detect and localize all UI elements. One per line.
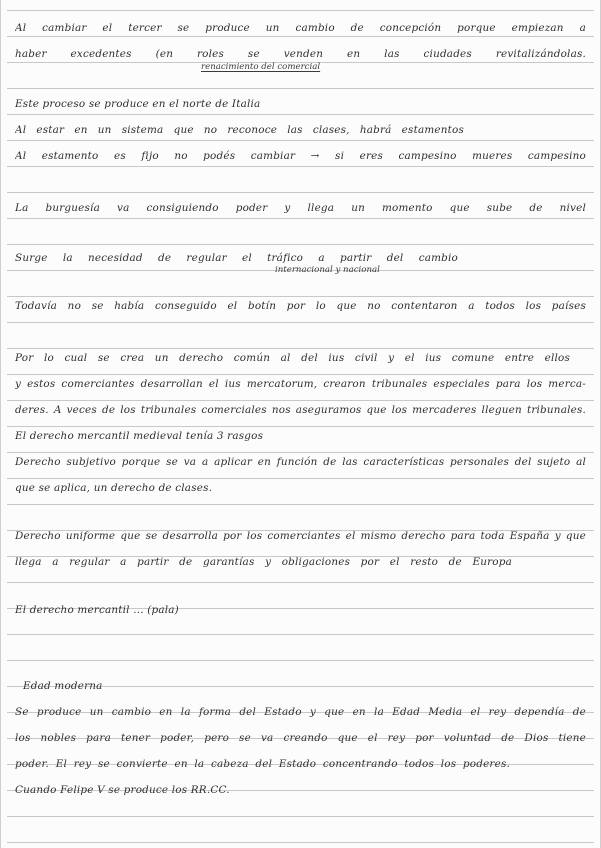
note-line: poder. El rey se convierte en la cabeza del Estado concentrando todos los poderes.	[15, 758, 510, 770]
note-line: haber excedentes (en roles se venden en las ciudades revitalizándolas.	[15, 48, 586, 60]
ruled-line	[7, 816, 594, 817]
note-line: llega a regular a partir de garantías y obligaciones por el resto de Europa	[15, 556, 512, 568]
ruled-line	[7, 10, 594, 11]
note-line: El derecho mercantil medieval tenía 3 rasgos	[15, 430, 264, 442]
note-line: deres. A veces de los tribunales comerciales nos aseguramos que los mercaderes lleguen tribunales.	[15, 404, 586, 416]
note-line: Derecho uniforme que se desarrolla por los comerciantes el mismo derecho para toda España y que	[15, 530, 586, 542]
ruled-line	[7, 192, 594, 193]
note-line: Este proceso se produce en el norte de Italia	[15, 98, 261, 110]
ruled-line	[7, 244, 594, 245]
note-line: Derecho subjetivo porque se va a aplicar en función de las características personales del sujeto al	[15, 456, 586, 468]
ruled-line	[7, 322, 594, 323]
ruled-line	[7, 582, 594, 583]
section-heading: Edad moderna	[23, 680, 103, 692]
note-line: Por lo cual se crea un derecho común al del ius civil y el ius comune entre ellos	[15, 352, 570, 364]
note-line: Al estamento es fijo no podés cambiar → si eres campesino mueres campesino	[15, 150, 586, 162]
note-line: El derecho mercantil ... (pala)	[15, 604, 179, 616]
note-line: La burguesía va consiguiendo poder y llega un momento que sube de nivel	[15, 202, 586, 214]
note-line: y estos comerciantes desarrollan el ius mercatorum, crearon tribunales especiales para los merca-	[15, 378, 586, 390]
ruled-line	[7, 88, 594, 89]
note-line: Al estar en un sistema que no reconoce las clases, habrá estamentos	[15, 124, 464, 136]
note-line: Al cambiar el tercer se produce un cambio de concepción porque empiezan a	[15, 22, 586, 34]
inserted-annotation: renacimiento del comercial	[201, 62, 321, 72]
inserted-annotation: internacional y nacional	[275, 265, 380, 275]
ruled-line	[7, 842, 594, 843]
note-line: Se produce un cambio en la forma del Estado y que en la Edad Media el rey dependía de	[15, 706, 586, 718]
note-line: Cuando Felipe V se produce los RR.CC.	[15, 784, 230, 796]
note-line: los nobles para tener poder, pero se va creando que el rey por voluntad de Dios tiene	[15, 732, 586, 744]
note-line: Surge la necesidad de regular el tráfico a partir del cambio	[15, 252, 458, 264]
note-line: Todavía no se había conseguido el botín por lo que no contentaron a todos los países	[15, 300, 586, 312]
ruled-line	[7, 504, 594, 505]
ruled-line	[7, 634, 594, 635]
ruled-line	[7, 660, 594, 661]
note-line: que se aplica, un derecho de clases.	[15, 482, 213, 494]
